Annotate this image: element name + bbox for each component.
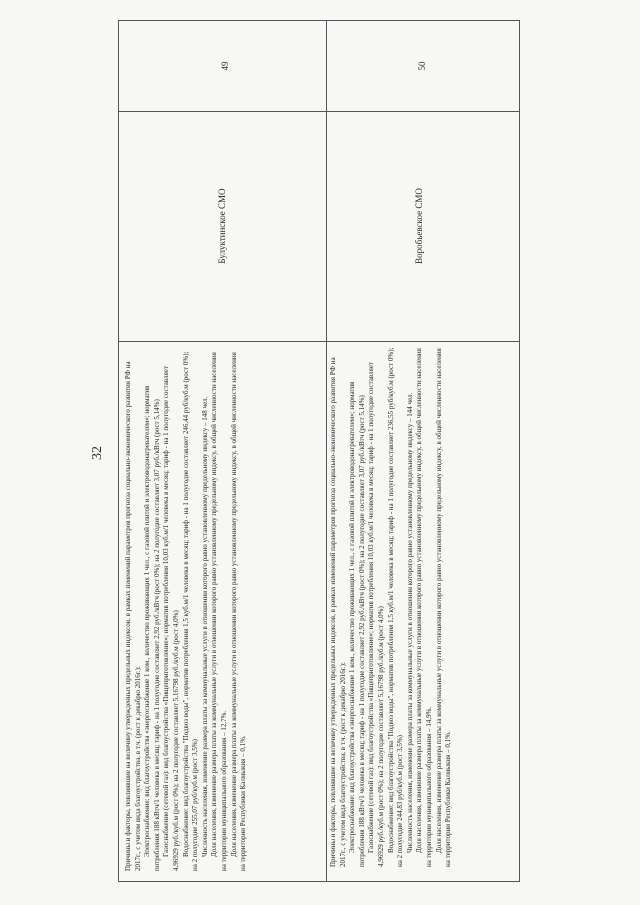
municipality-name-cell: Булуктинское СМО xyxy=(217,188,227,264)
paragraph: Электроснабжение: вид благоустройства «энергоснабжение 1 ком., количество проживающих 1 чел., с газовой плитой и электроводонагревателем»; норматив потребления 188 кВтч/1 человека в месяц; тариф - на 1 полугодие составляет 2,92 руб./кВтч (рост 0%); на 2 полугодие составляет 3,07 руб./кВтч (рост 5,14%) xyxy=(143,385,161,871)
paragraph: Доля населения, изменение размера платы за коммунальные услуги в отношении которого равно установленному предельному индексу, в общей численности населения на территории Республики Калмыкия – 0,1%. xyxy=(434,348,453,867)
paragraph: Газоснабжение (сетевой газ): вид благоустройства «Пищеприготовление»; норматив потребления 10,03 куб.м/1 человека в месяц; тариф - на 1 полугодие составляет 4,96929 руб./куб.м (рост 0%); на 2 полугодие составляет 5,16798 руб./куб.м (рост 4,0%) xyxy=(367,362,385,867)
municipality-name-cell: Воробьевское СМО xyxy=(414,188,424,264)
paragraph: Причины и факторы, повлиявшие на величину утвержденных предельных индексов, в рамках изменений параметров прогноза социально-экономического развития РФ на 2017г., с учетом вида благоустройства, в т.ч. (рост к декабрю 2016г.): xyxy=(329,357,347,867)
column-divider xyxy=(119,111,519,112)
paragraph: Доля населения, изменение размера платы за коммунальные услуги в отношении которого равно установленному предельному индексу, в общей численности населения на территории муниципального образования – 12,7%. xyxy=(210,352,228,871)
row-number-cell: 49 xyxy=(220,61,230,71)
description-cell xyxy=(121,341,327,877)
document-table xyxy=(118,20,520,882)
page-number: 32 xyxy=(90,446,105,460)
row-number-cell: 50 xyxy=(417,61,427,71)
paragraph: Численность населения, изменение размера платы за коммунальные услуги в отношении которого равно установленному предельному индексу – 144 чел. xyxy=(405,392,414,853)
paragraph: Численность населения, изменение размера платы за коммунальные услуги в отношении которого равно установленному предельному индексу – 148 чел. xyxy=(200,396,209,857)
paragraph: Доля населения, изменение размера платы за коммунальные услуги в отношении которого равно установленному предельному индексу, в общей численности населения на территории муниципального образования – 14,9%. xyxy=(415,348,433,867)
paragraph: Доля населения, изменение размера платы за коммунальные услуги в отношении которого равно установленному предельному индексу, в общей численности населения на территории Республики Калмыкия – 0,1%. xyxy=(229,352,248,871)
paragraph: Водоснабжение: вид благоустройства "Подвоз воды", норматив потребления 1,5 куб.м/1 человека в месяц; тариф - на 1 полугодие составляет 246,44 руб/куб.м (рост 0%); на 2 полугодие 255,07 руб/куб.м (рост 3,5%) xyxy=(181,351,200,871)
paragraph: Газоснабжение (сетевой газ): вид благоустройства «Пищеприготовление»; норматив потребления 10,03 куб.м/1 человека в месяц; тариф - на 1 полугодие составляет 4,96929 руб./куб.м (рост 0%); на 2 полугодие составляет 5,16798 руб./куб.м (рост 4,0%) xyxy=(162,366,180,871)
paragraph: Электроснабжение: вид благоустройства «энергоснабжение 1 ком., количество проживающих 1 чел., с газовой плитой и электроводонагревателем»; норматив потребления 188 кВтч/1 человека в месяц; тариф - на 1 полугодие составляет 2,92 руб./кВтч (рост 0%); на 2 полугодие составляет 3,07 руб./кВтч (рост 5,14%) xyxy=(348,381,366,867)
description-cell xyxy=(326,337,518,873)
paragraph: Причины и факторы, повлиявшие на величину утвержденных предельных индексов, в рамках изменений параметров прогноза социально-экономического развития РФ на 2017г., с учетом вида благоустройства, в т.ч. (рост к декабрю 2016г.): xyxy=(124,361,142,871)
paragraph: Водоснабжение: вид благоустройства "Подвоз воды", норматив потребления 1,5 куб.м/1 человека в месяц; тариф - на 1 полугодие составляет 236,55 руб/куб.м (рост 0%); на 2 полугодие 244,83 руб/куб.м (рост 3,5%) xyxy=(386,347,405,867)
